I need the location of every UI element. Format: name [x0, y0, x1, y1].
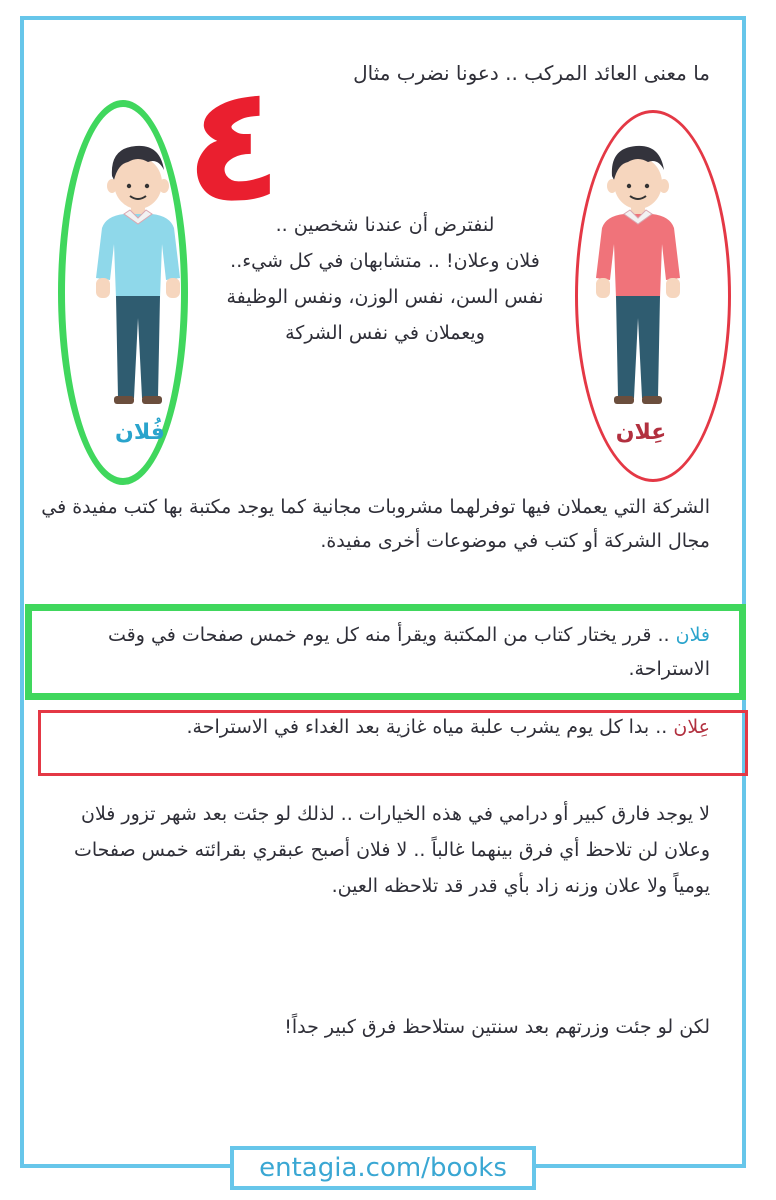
intro-text: ما معنى العائد المركب .. دعونا نضرب مثال: [353, 61, 710, 85]
chapter-number: ٤: [185, 50, 283, 237]
footer-link[interactable]: entagia.com/books: [259, 1153, 507, 1183]
footer-link-box[interactable]: [230, 1146, 536, 1190]
scenario-text: [200, 207, 570, 351]
scenario-line: فلان وعلان! .. متشابهان في كل شيء..: [230, 250, 540, 272]
scenario-line: لنفترض أن عندنا شخصين ..: [275, 214, 495, 236]
scenario-line: ويعملان في نفس الشركة: [285, 322, 485, 344]
left-person-name: فُلان: [115, 420, 165, 445]
conclusion-paragraph: لكن لو جئت وزرتهم بعد سنتين ستلاحظ فرق كبير جداً!: [284, 1016, 710, 1038]
right-person-name: عِلان: [615, 420, 667, 445]
red-box-name: عِلان: [673, 716, 710, 738]
company-paragraph: الشركة التي يعملان فيها توفرلهما مشروبات مجانية كما يوجد مكتبة بها كتب مفيدة في مجال الشركة أو كتب في موضوعات أخرى مفيدة.: [41, 496, 710, 552]
scenario-line: نفس السن، نفس الوزن، ونفس الوظيفة: [226, 286, 544, 308]
red-box-body: .. بدا كل يوم يشرب علبة مياه غازية بعد الغداء في الاستراحة.: [186, 716, 674, 738]
red-box-text: [40, 710, 710, 744]
green-box-body: .. قرر يختار كتاب من المكتبة ويقرأ منه كل يوم خمس صفحات في وقت الاستراحة.: [108, 624, 710, 680]
green-box-text: [40, 618, 710, 686]
comparison-paragraph: لا يوجد فارق كبير أو درامي في هذه الخيارات .. لذلك لو جئت بعد شهر تزور فلان وعلان لن تلاحظ أي فرق بينهما غالباً .. لا فلان أصبح عبقري بقرائته خمس صفحات يومياً ولا علان وزنه زاد بأي قدر قد تلاحظه العين.: [73, 803, 710, 897]
green-box-name: فلان: [675, 624, 710, 646]
